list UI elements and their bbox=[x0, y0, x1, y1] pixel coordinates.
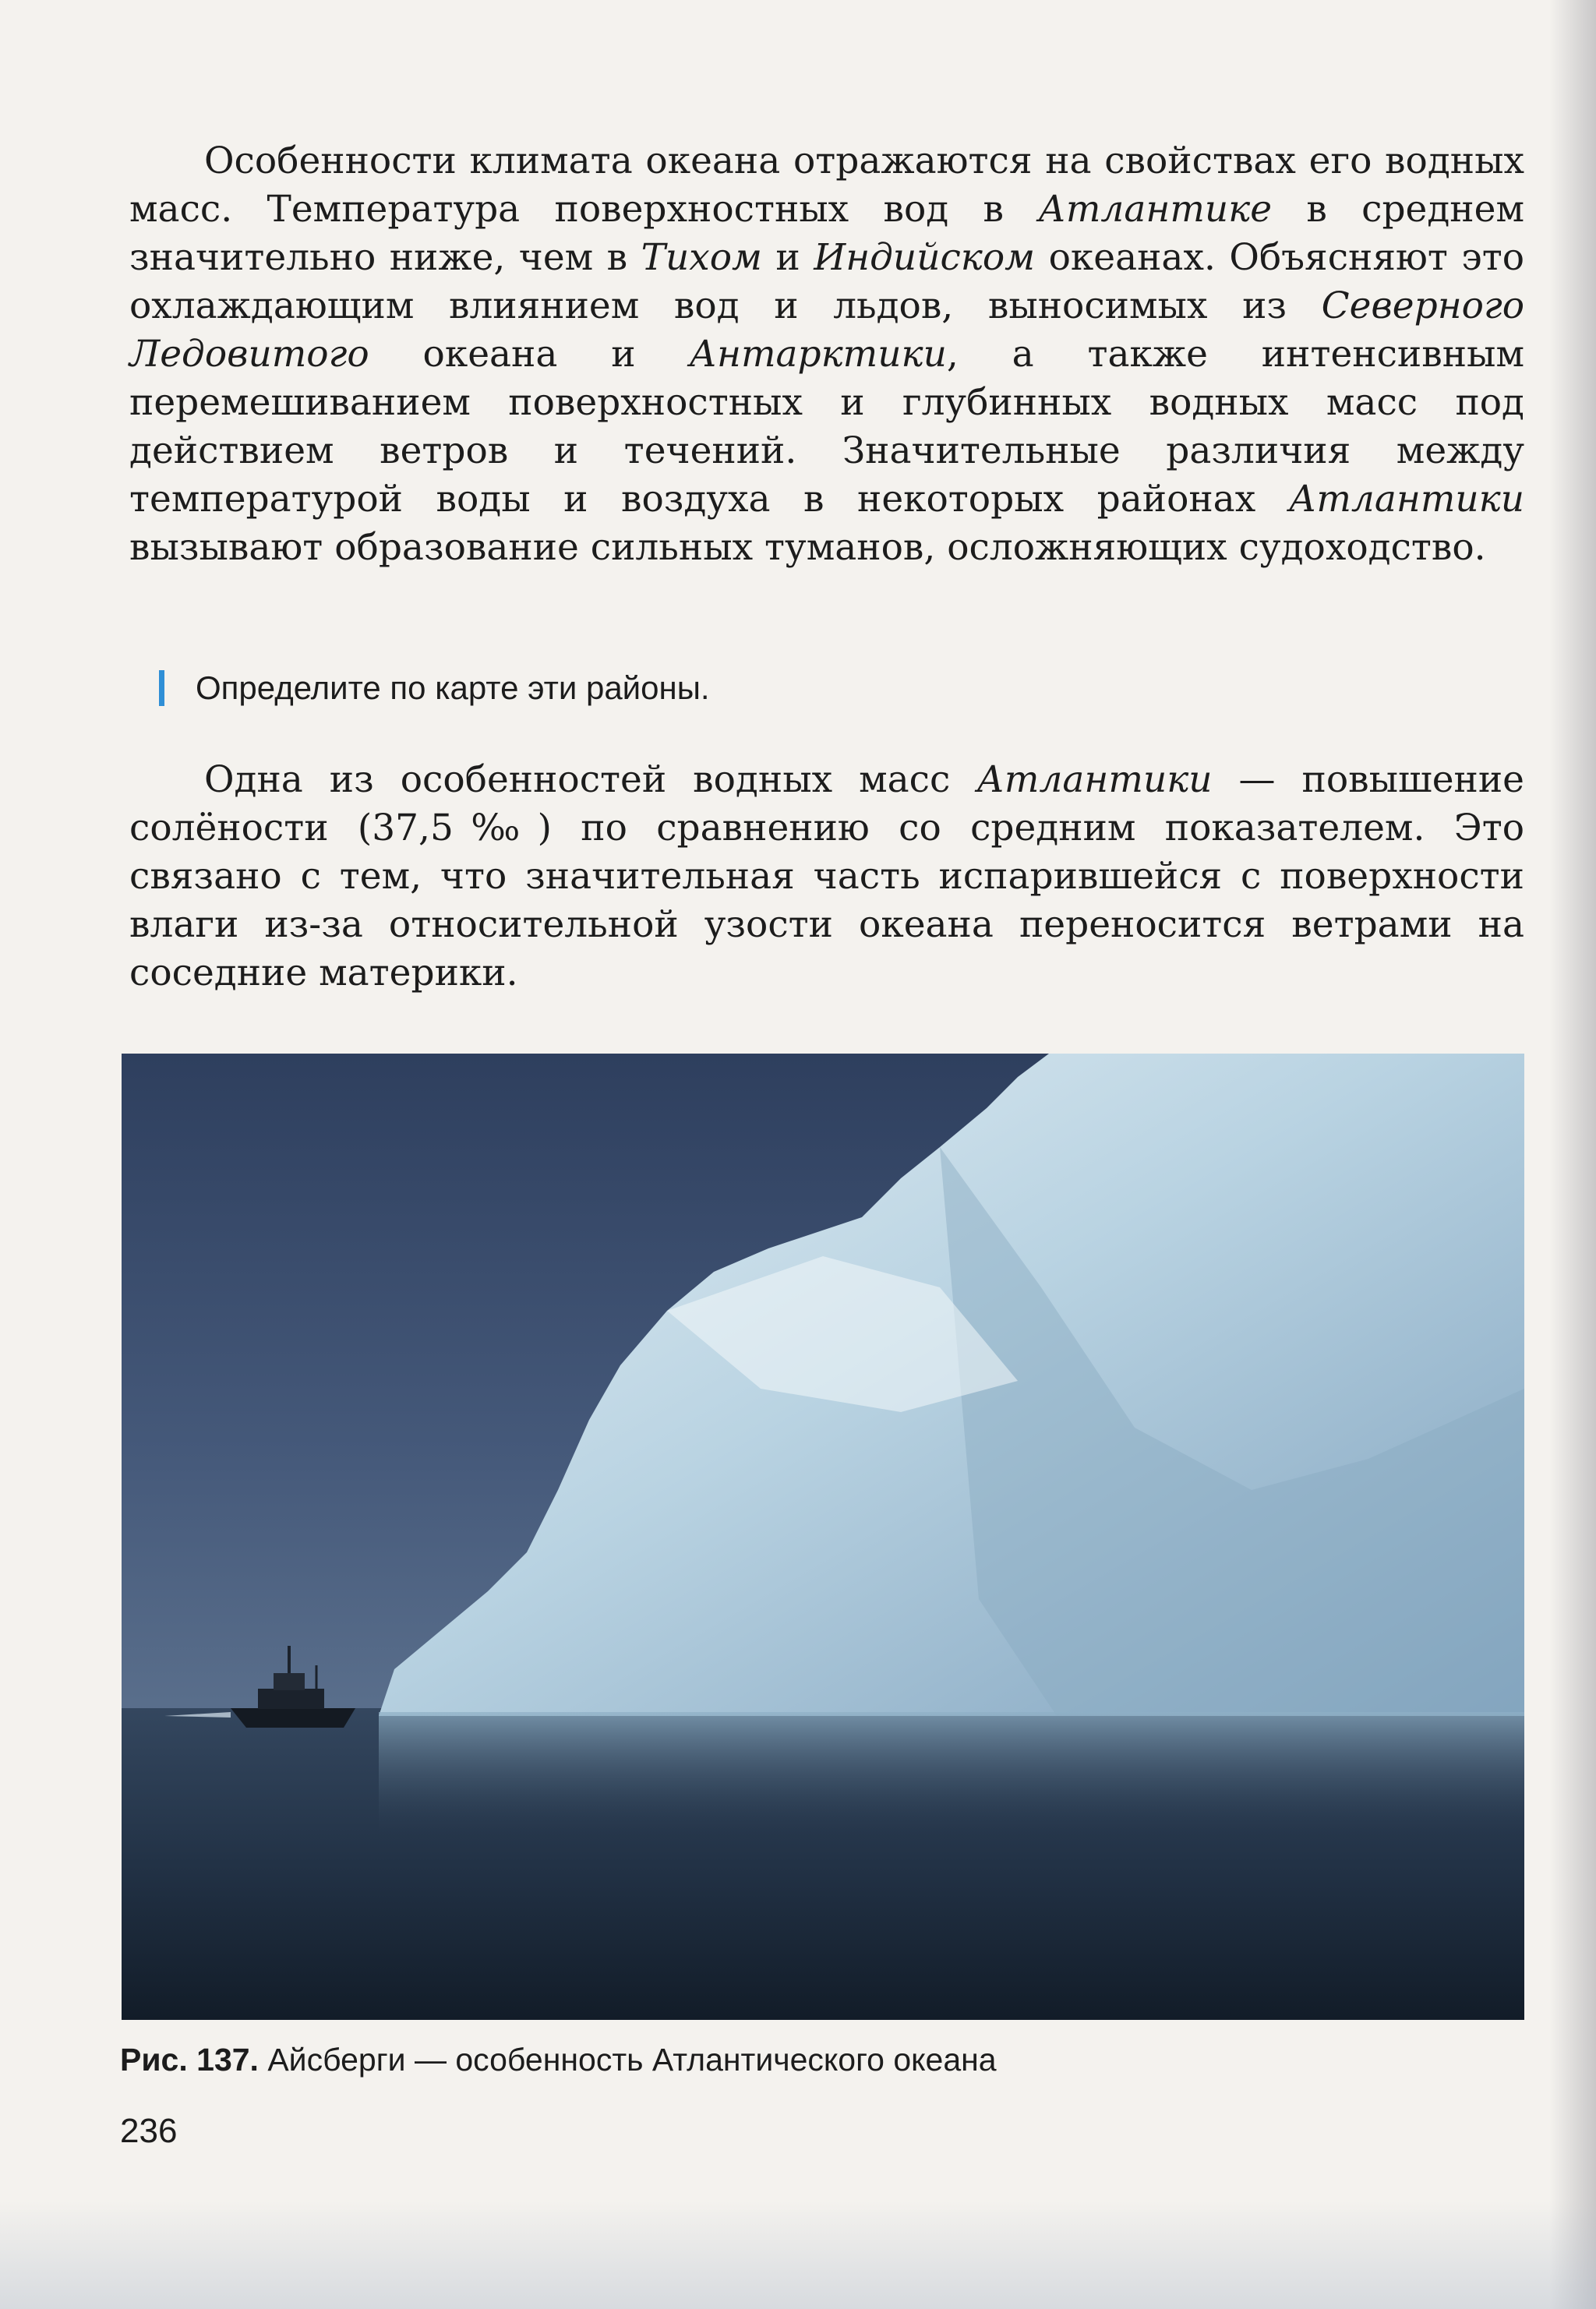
text-run: и bbox=[761, 236, 814, 279]
text-run: Одна из особенностей водных масс bbox=[204, 758, 977, 801]
term-indian: Индийском bbox=[814, 236, 1036, 279]
figure-label: Рис. 137. bbox=[120, 2042, 259, 2078]
text-run: вызывают образование сильных туманов, осложняющих судоходство. bbox=[129, 526, 1486, 569]
question-text: Определите по карте эти районы. bbox=[196, 669, 710, 706]
term-atlantic: Атлантике bbox=[1038, 188, 1273, 231]
iceberg-reflection bbox=[379, 1712, 1524, 1837]
figure-caption bbox=[120, 2042, 997, 2078]
page-number: 236 bbox=[120, 2112, 178, 2150]
paragraph-salinity bbox=[129, 756, 1524, 997]
question-prompt bbox=[159, 664, 710, 712]
text-run: океана и bbox=[369, 333, 690, 376]
page-bottom-shadow bbox=[0, 2200, 1596, 2309]
iceberg-photo bbox=[122, 1054, 1524, 2020]
text-run: — повышение солёности (37,5‰) по сравнению со средним показателем. Это связано с тем, что значительная часть испарившейся с поверхности влаги из-за относительной узости океана переносится ветрами на соседние материки. bbox=[129, 758, 1524, 994]
iceberg-illustration bbox=[122, 1054, 1524, 2020]
text-run: в среднем значительно ниже, чем в bbox=[129, 188, 1524, 279]
term-arctic: Северного Ледовитого bbox=[129, 284, 1524, 376]
term-pacific: Тихом bbox=[641, 236, 762, 279]
paragraph-climate bbox=[129, 137, 1524, 572]
question-marker bbox=[159, 670, 164, 706]
page-edge-shadow bbox=[1549, 0, 1596, 2309]
term-atlantic: Атлантики bbox=[976, 758, 1213, 801]
term-antarctica: Антарктики bbox=[689, 333, 947, 376]
term-atlantic: Атлантики bbox=[1288, 478, 1524, 521]
figure-caption-text: Айсберги — особенность Атлантического океана bbox=[258, 2042, 997, 2078]
text-run: океанах. Объясняют это охлаждающим влиянием вод и льдов, выносимых из bbox=[129, 236, 1524, 327]
text-run: , а также интенсивным перемешиванием поверхностных и глубинных водных масс под действием ветров и течений. Значительные различия между температурой воды и воздуха в некоторых районах bbox=[129, 333, 1524, 521]
text-run: Особенности климата океана отражаются на свойствах его водных масс. Температура поверхностных вод в bbox=[129, 139, 1524, 231]
